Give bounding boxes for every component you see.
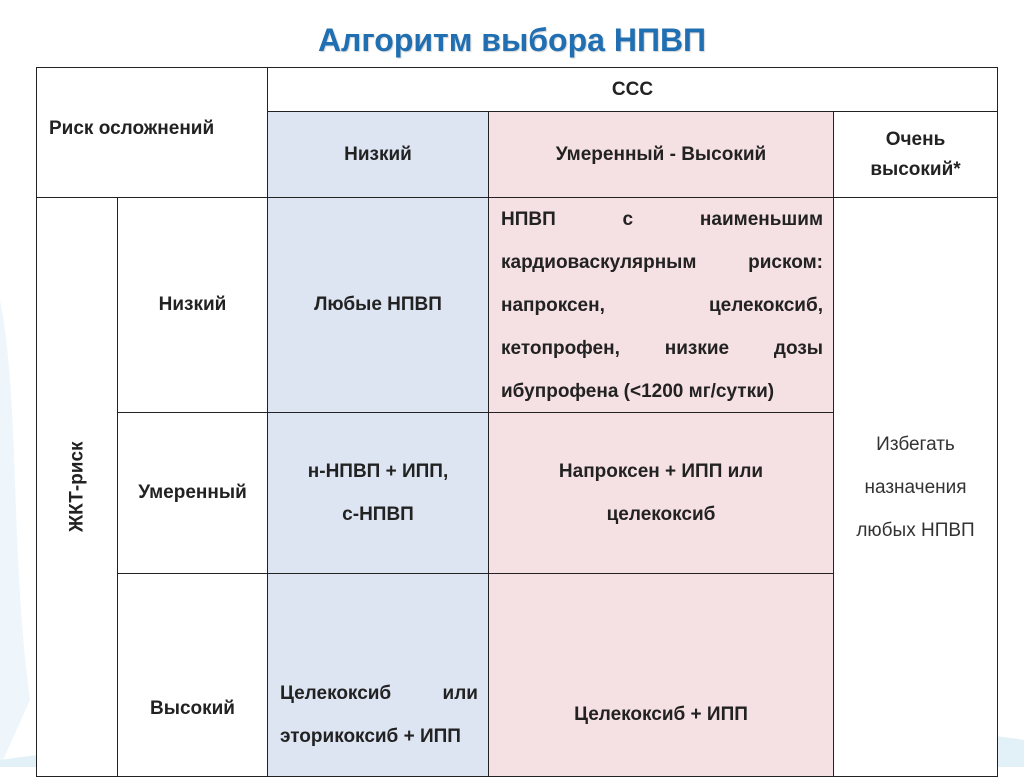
header-css-cell [267,67,998,112]
col-moderate-high-label: Умеренный - Высокий [555,143,767,165]
row-low-col-low-text: Любые НПВП [314,294,442,316]
col-very-high-body [833,197,998,777]
row-low-label-cell [117,197,268,413]
header-col-very-high [833,111,998,198]
row-high-low-line-1: Целекоксиб или [280,683,478,704]
row-moderate-label-cell [117,412,268,574]
row-low-label: Низкий [158,294,227,316]
row-high-low-line-2: эторикоксиб + ИПП [280,726,461,747]
very-high-line-1: Избегать [876,433,955,455]
row-moderate-label: Умеренный [138,482,247,504]
row-high-mh-text: Целекоксиб + ИПП [574,704,748,725]
row-high-label-cell [117,573,268,777]
row-low-mh-line-3: напроксен, целекоксиб, [501,295,823,316]
row-moderate-low-line-1: н-НПВП + ИПП, [307,461,449,482]
row-low-mh-line-2: кардиоваскулярным риском: [501,252,823,273]
side-label-cell [36,197,118,777]
col-very-high-line2: высокий* [870,158,961,180]
row-moderate-low-line-2: с-НПВП [342,504,414,525]
very-high-line-3: любых НПВП [856,519,975,541]
col-very-high-line1: Очень [885,129,946,151]
row-moderate-mh-line-2: целекоксиб [606,504,716,525]
row-high-col-low [267,573,489,777]
row-high-col-moderate-high [488,573,834,777]
row-low-mh-line-1: НПВП с наименьшим [501,209,823,230]
row-low-col-low [267,197,489,413]
row-high-label: Высокий [150,698,235,719]
header-risk-cell [36,67,268,198]
nsaid-algorithm-table [36,67,998,767]
header-col-low [267,111,489,198]
gi-risk-label: ЖКТ-риск [66,441,88,533]
very-high-line-2: назначения [864,476,967,498]
row-moderate-col-moderate-high [488,412,834,574]
col-low-label: Низкий [344,143,412,165]
header-col-moderate-high [488,111,834,198]
row-low-col-moderate-high [488,197,834,413]
row-low-mh-line-5: ибупрофена (<1200 мг/сутки) [501,381,775,402]
risk-label: Риск осложнений [49,118,215,139]
row-moderate-col-low [267,412,489,574]
css-label: ССС [611,78,654,100]
row-low-mh-line-4: кетопрофен, низкие дозы [501,338,823,359]
row-moderate-mh-line-1: Напроксен + ИПП или [558,461,764,482]
page-title: Алгоритм выбора НПВП [317,22,707,58]
